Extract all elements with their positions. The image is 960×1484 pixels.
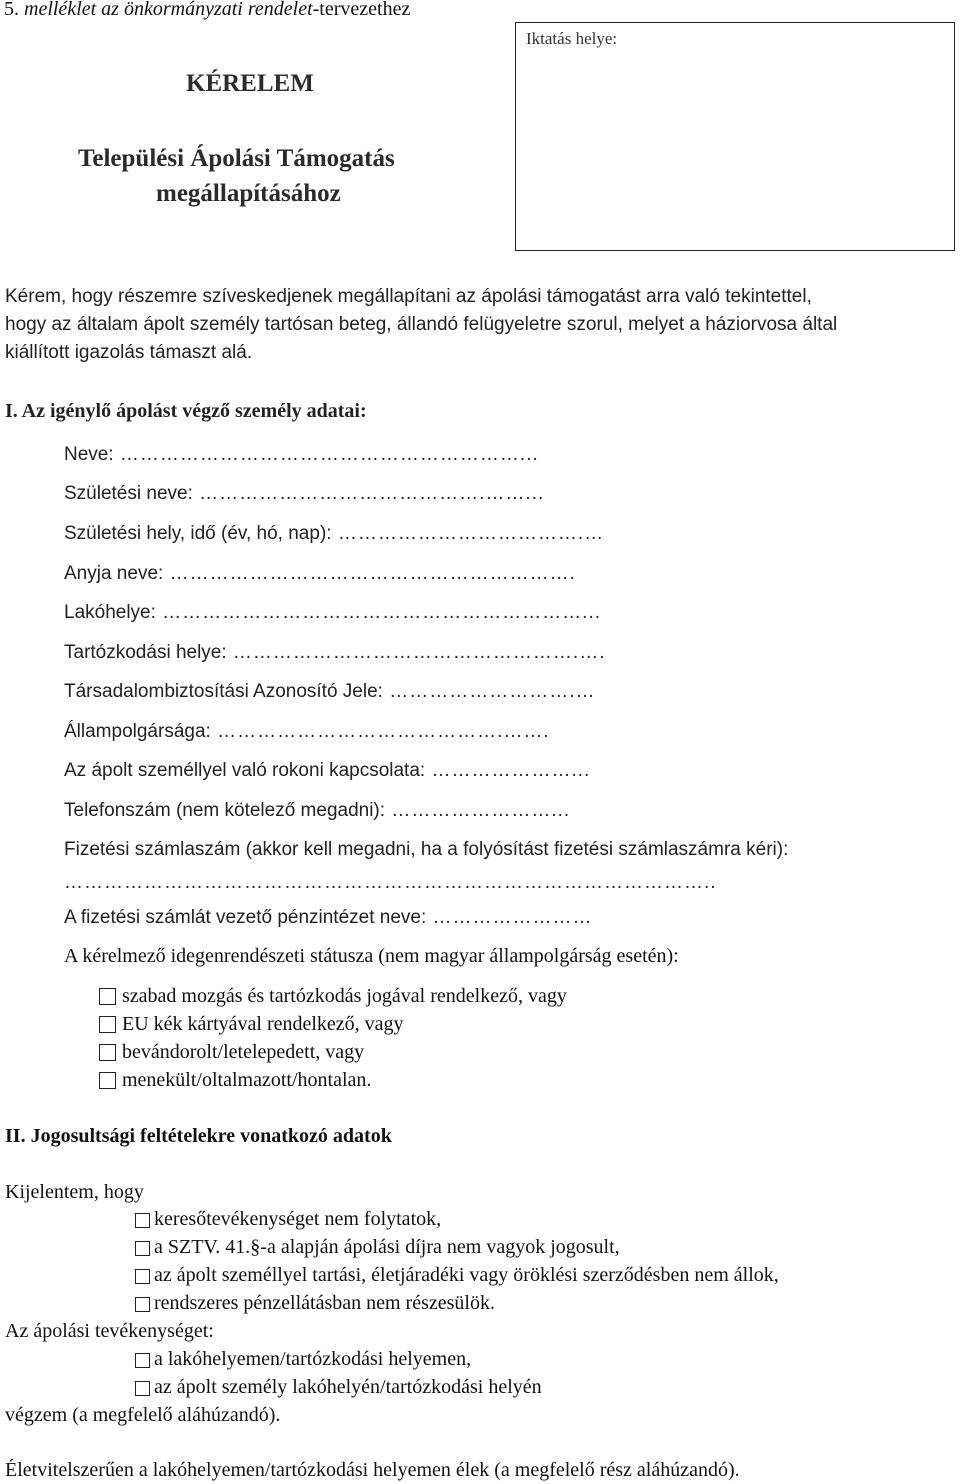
activity-option-2[interactable] — [135, 1376, 542, 1399]
field-dots: ……………………….… — [382, 681, 596, 702]
field-label: Lakóhelye: — [64, 602, 156, 623]
bank-account-label: Fizetési számlaszám (akkor kell megadni, ha a folyósítást fizetési számlaszámra kéri): — [64, 839, 789, 860]
immigration-option-1[interactable] — [99, 985, 567, 1008]
field-dots: …………………… — [426, 907, 593, 928]
option-label: menekült/oltalmazott/hontalan. — [122, 1069, 372, 1091]
field-bank-name[interactable] — [64, 907, 593, 929]
option-label: az ápolt személlyel tartási, életjáradéki vagy öröklési szerződésben nem állok, — [154, 1264, 779, 1286]
checkbox-icon[interactable] — [99, 1016, 116, 1033]
immigration-option-2[interactable] — [99, 1013, 404, 1036]
field-residence[interactable] — [64, 602, 601, 624]
declare-option-2[interactable] — [135, 1236, 620, 1259]
checkbox-icon[interactable] — [135, 1353, 150, 1368]
option-label: EU kék kártyával rendelkező, vagy — [122, 1013, 404, 1035]
annex-rest-text: tervezethez — [319, 0, 411, 20]
field-social-security-id[interactable] — [64, 681, 596, 703]
activity-footer: végzem (a megfelelő aláhúzandó). — [5, 1404, 281, 1426]
field-label: Születési neve: — [64, 483, 193, 504]
immigration-option-4[interactable] — [99, 1069, 371, 1092]
option-label: a SZTV. 41.§-a alapján ápolási díjra nem vagyok jogosult, — [154, 1236, 620, 1258]
field-label: Telefonszám (nem kötelező megadni): — [64, 800, 386, 821]
declare-option-3[interactable] — [135, 1264, 779, 1287]
field-label: A fizetési számlát vezető pénzintézet neve: — [64, 907, 427, 928]
option-label: a lakóhelyemen/tartózkodási helyemen, — [154, 1348, 472, 1370]
registration-box[interactable] — [515, 22, 955, 251]
field-birth-place-date[interactable] — [64, 523, 604, 545]
field-mother-name[interactable] — [64, 563, 576, 585]
annex-number: 5. — [4, 0, 19, 20]
annex-italic-text: melléklet az önkormányzati rendelet- — [24, 0, 320, 20]
checkbox-icon[interactable] — [99, 1044, 116, 1061]
checkbox-icon[interactable] — [135, 1241, 150, 1256]
field-relationship[interactable] — [64, 760, 590, 782]
field-label: Társadalombiztosítási Azonosító Jele: — [64, 681, 383, 702]
checkbox-icon[interactable] — [99, 1072, 116, 1089]
residence-statement: Életvitelszerűen a lakóhelyemen/tartózkodási helyemen élek (a megfelelő rész aláhúzandó). — [5, 1459, 740, 1481]
declare-option-4[interactable] — [135, 1292, 495, 1315]
registration-label: Iktatás helye: — [526, 29, 618, 48]
activity-option-1[interactable] — [135, 1348, 471, 1371]
option-label: keresőtevékenységet nem folytatok, — [154, 1208, 442, 1230]
field-citizenship[interactable] — [64, 721, 550, 743]
field-dots: ……………………………………………………. — [163, 563, 576, 584]
field-name[interactable] — [64, 444, 539, 466]
field-phone[interactable] — [64, 800, 570, 822]
declare-option-1[interactable] — [135, 1208, 441, 1231]
form-subtitle-line1: Települési Ápolási Támogatás — [78, 145, 395, 172]
checkbox-icon[interactable] — [135, 1381, 150, 1396]
field-dots: ……………………………………………………... — [113, 444, 539, 465]
intro-line-3: kiállított igazolás támaszt alá. — [5, 342, 253, 363]
option-label: szabad mozgás és tartózkodás jogával rendelkező, vagy — [122, 985, 567, 1007]
field-dots: …………………... — [425, 760, 591, 781]
form-subtitle-line2: megállapításához — [156, 180, 341, 207]
field-dots: …………………………………….……. — [210, 721, 550, 742]
field-label: Neve: — [64, 444, 114, 465]
section-2-heading: II. Jogosultsági feltételekre vonatkozó adatok — [5, 1125, 392, 1147]
form-title: KÉRELEM — [186, 70, 314, 97]
option-label: rendszeres pénzellátásban nem részesülök. — [154, 1292, 495, 1314]
field-label: Születési hely, idő (év, hó, nap): — [64, 523, 332, 544]
field-dots: ……………………... — [385, 800, 571, 821]
checkbox-icon[interactable] — [135, 1269, 150, 1284]
field-label: Állampolgársága: — [64, 721, 211, 742]
field-stay-address[interactable] — [64, 642, 606, 664]
immigration-status-label: A kérelmező idegenrendészeti státusza (nem magyar állampolgárság esetén): — [64, 945, 679, 967]
checkbox-icon[interactable] — [135, 1297, 150, 1312]
field-label: Tartózkodási helye: — [64, 642, 227, 663]
checkbox-icon[interactable] — [99, 988, 116, 1005]
field-dots: ……………………………….… — [331, 523, 605, 544]
field-label: Az ápolt személlyel való rokoni kapcsolata: — [64, 760, 426, 781]
section-1-heading: I. Az igénylő ápolást végző személy adatai: — [5, 400, 367, 422]
immigration-option-3[interactable] — [99, 1041, 364, 1064]
field-dots: …………………………………………….…. — [226, 642, 606, 663]
field-label: Anyja neve: — [64, 563, 164, 584]
option-label: az ápolt személy lakóhelyén/tartózkodási helyén — [154, 1376, 542, 1398]
field-birth-name[interactable] — [64, 483, 544, 505]
intro-line-2: hogy az általam ápolt személy tartósan beteg, állandó felügyeletre szorul, melyet a háziorvosa által — [5, 314, 838, 335]
checkbox-icon[interactable] — [135, 1213, 150, 1228]
declare-label: Kijelentem, hogy — [5, 1181, 144, 1203]
field-dots: …………………………………….……... — [192, 483, 545, 504]
annex-note — [4, 0, 410, 21]
activity-label: Az ápolási tevékenységet: — [5, 1320, 214, 1342]
option-label: bevándorolt/letelepedett, vagy — [122, 1041, 365, 1063]
intro-line-1: Kérem, hogy részemre szíveskedjenek megállapítani az ápolási támogatást arra való tekintettel, — [5, 286, 812, 307]
field-dots: ………………………………………………………... — [155, 602, 602, 623]
bank-account-dots[interactable]: …………………………………………………………………………………….. — [64, 872, 717, 893]
